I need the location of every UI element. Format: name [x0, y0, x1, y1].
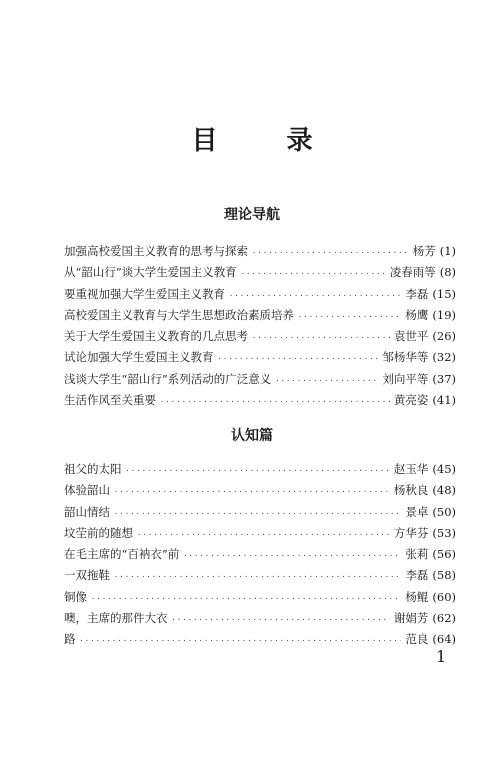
toc-entry — [64, 587, 456, 608]
toc-entry — [64, 608, 456, 629]
page-title: 目 录 — [191, 126, 343, 156]
toc-entry — [64, 459, 456, 480]
entry-author: 景卓 — [405, 504, 429, 519]
dot-leader — [275, 371, 378, 392]
entry-title: 浅谈大学生“韶山行”系列活动的广泛意义 — [64, 371, 272, 386]
dot-leader — [114, 567, 401, 588]
entry-author: 李磊 — [405, 568, 429, 583]
dot-leader — [252, 328, 390, 349]
entry-title: 路 — [64, 632, 76, 647]
entry-title: 韶山情结 — [64, 504, 110, 519]
toc-entry — [64, 262, 456, 283]
page-number: 1 — [436, 647, 447, 666]
entry-page: (50) — [432, 504, 456, 519]
entry-title: 铜像 — [64, 589, 87, 604]
toc-entry — [64, 502, 456, 523]
entry-author: 杨秋良 — [393, 483, 429, 498]
toc-entry — [64, 284, 456, 305]
entry-page: (26) — [432, 329, 456, 344]
entry-page: (15) — [432, 286, 456, 301]
entry-author: 袁世平 — [393, 329, 429, 344]
dot-leader — [218, 349, 379, 370]
dot-leader — [126, 461, 390, 482]
entry-author: 谢娟芳 — [393, 611, 429, 626]
entry-author: 杨芳 — [412, 244, 436, 258]
toc-entry — [64, 326, 456, 347]
entry-title: 关于大学生爱国主义教育的几点思考 — [64, 329, 248, 344]
entry-title: 一双拖鞋 — [64, 568, 110, 583]
entry-title: 要重视加强大学生爱国主义教育 — [64, 286, 225, 301]
dot-leader — [80, 631, 402, 652]
entry-page: (37) — [432, 371, 456, 386]
toc-entry — [64, 305, 456, 326]
entry-title: 从“韶山行”谈大学生爱国主义教育 — [64, 265, 237, 280]
toc-entry — [64, 523, 456, 544]
entry-page: (60) — [432, 589, 456, 604]
dot-leader — [241, 264, 386, 285]
entry-page: (8) — [439, 265, 456, 280]
entry-title: 生活作风至关重要 — [64, 393, 156, 408]
dot-leader — [183, 546, 401, 567]
entry-author: 张莉 — [405, 547, 429, 562]
entry-author: 刘向平等 — [382, 371, 429, 386]
entry-page: (1) — [439, 244, 456, 258]
entry-author: 李磊 — [405, 286, 429, 301]
entry-author: 黄亮姿 — [393, 393, 429, 408]
entry-title: 坟茔前的随想 — [64, 525, 133, 540]
entry-title: 试论加强大学生爱国主义教育 — [64, 350, 214, 365]
dot-leader — [172, 610, 390, 631]
toc-entry — [64, 565, 456, 586]
toc-entry — [64, 390, 456, 411]
entry-page: (53) — [432, 525, 456, 540]
dot-leader — [114, 482, 390, 503]
entry-page: (62) — [432, 611, 456, 626]
entry-author: 杨鹰 — [405, 307, 429, 322]
entry-author: 方华芬 — [393, 525, 429, 540]
entry-author: 杨鲲 — [405, 589, 429, 604]
entry-title: 加强高校爱国主义教育的思考与探索 — [64, 244, 248, 258]
toc-entry — [64, 347, 456, 368]
entry-page: (64) — [432, 632, 456, 647]
entry-page: (19) — [432, 307, 456, 322]
dot-leader — [252, 243, 409, 264]
entry-page: (56) — [432, 547, 456, 562]
entry-page: (45) — [432, 462, 456, 476]
entry-page: (58) — [432, 568, 456, 583]
entry-author: 凌春雨等 — [389, 265, 436, 280]
toc-section-cognition — [64, 459, 456, 651]
dot-leader — [160, 392, 390, 413]
toc-entry — [64, 369, 456, 390]
toc-entry — [64, 544, 456, 565]
entry-title: 祖父的太阳 — [64, 462, 122, 476]
entry-title: 体验韶山 — [64, 483, 110, 498]
entry-page: (48) — [432, 483, 456, 498]
toc-entry — [64, 241, 456, 262]
dot-leader — [114, 504, 401, 525]
toc-entry — [64, 629, 456, 650]
entry-page: (32) — [432, 350, 456, 365]
entry-author: 赵玉华 — [393, 462, 429, 476]
entry-title: 噢，主席的那件大衣 — [64, 611, 168, 626]
dot-leader — [229, 286, 401, 307]
section-heading-theory: 理论导航 — [224, 207, 280, 223]
entry-title: 在毛主席的“百衲衣”前 — [64, 547, 180, 562]
entry-title: 高校爱国主义教育与大学生思想政治素质培养 — [64, 307, 294, 322]
entry-author: 范良 — [405, 632, 429, 647]
dot-leader — [298, 307, 401, 328]
dot-leader — [91, 589, 401, 610]
entry-page: (41) — [432, 393, 456, 408]
entry-author: 邹杨华等 — [382, 350, 429, 365]
toc-entry — [64, 480, 456, 501]
section-heading-cognition: 认知篇 — [231, 428, 273, 444]
toc-section-theory — [64, 241, 456, 411]
dot-leader — [137, 525, 390, 546]
